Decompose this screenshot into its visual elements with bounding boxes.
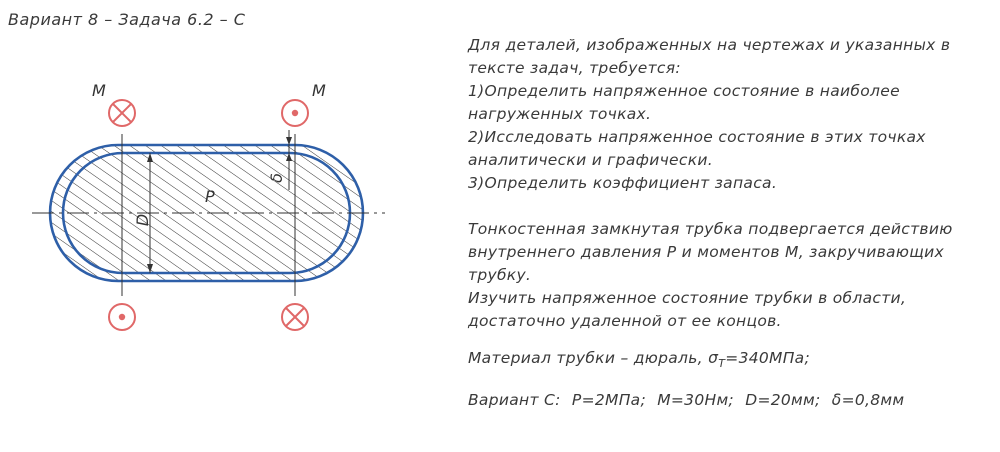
page-title: Вариант 8 – Задача 6.2 – С [8, 10, 246, 29]
pressure-label: P [205, 187, 215, 206]
material-sub: Т [718, 357, 726, 371]
moment-into-page-icon [282, 304, 308, 330]
intro-line: тексте задач, требуется: [468, 59, 681, 77]
moment-out-of-page-icon [282, 100, 308, 126]
variant-moment: М=30Нм; [657, 391, 734, 410]
task-line: Тонкостенная замкнутая трубка подвергается действию [468, 220, 953, 238]
task-text-panel [468, 34, 998, 412]
variant-pressure: Р=2МПа; [571, 391, 646, 410]
intro-line: 2)Исследовать напряженное состояние в этих точках [468, 128, 926, 146]
intro-line: Для деталей, изображенных на чертежах и указанных в [468, 36, 951, 54]
tube-cross-section-drawing [0, 0, 460, 452]
task-line: внутреннего давления Р и моментов М, закручивающих [468, 243, 944, 261]
task-line: Изучить напряженное состояние трубки в области, [468, 289, 907, 307]
moment-label-left: M [92, 81, 106, 100]
moment-label-right: M [312, 81, 326, 100]
material-line [468, 347, 998, 375]
diameter-label: D [133, 213, 152, 227]
intro-line: 1)Определить напряженное состояние в наиболее [468, 82, 900, 100]
material-text: Материал трубки – дюраль, σ [468, 349, 719, 367]
material-value: =340МПа; [725, 349, 811, 367]
variant-diameter: D=20мм; [745, 391, 821, 410]
task-line: достаточно удаленной от ее концов. [468, 312, 782, 330]
intro-line: аналитически и графически. [468, 151, 713, 169]
moment-into-page-icon [109, 100, 135, 126]
intro-line: нагруженных точках. [468, 105, 652, 123]
task-line: трубку. [468, 266, 532, 284]
variant-line [468, 389, 998, 412]
intro-line: 3)Определить коэффициент запаса. [468, 174, 778, 192]
thickness-label: δ [267, 173, 286, 183]
variant-prefix: Вариант С: [468, 391, 561, 410]
moment-out-of-page-icon [109, 304, 135, 330]
variant-thickness: δ=0,8мм [831, 391, 905, 410]
